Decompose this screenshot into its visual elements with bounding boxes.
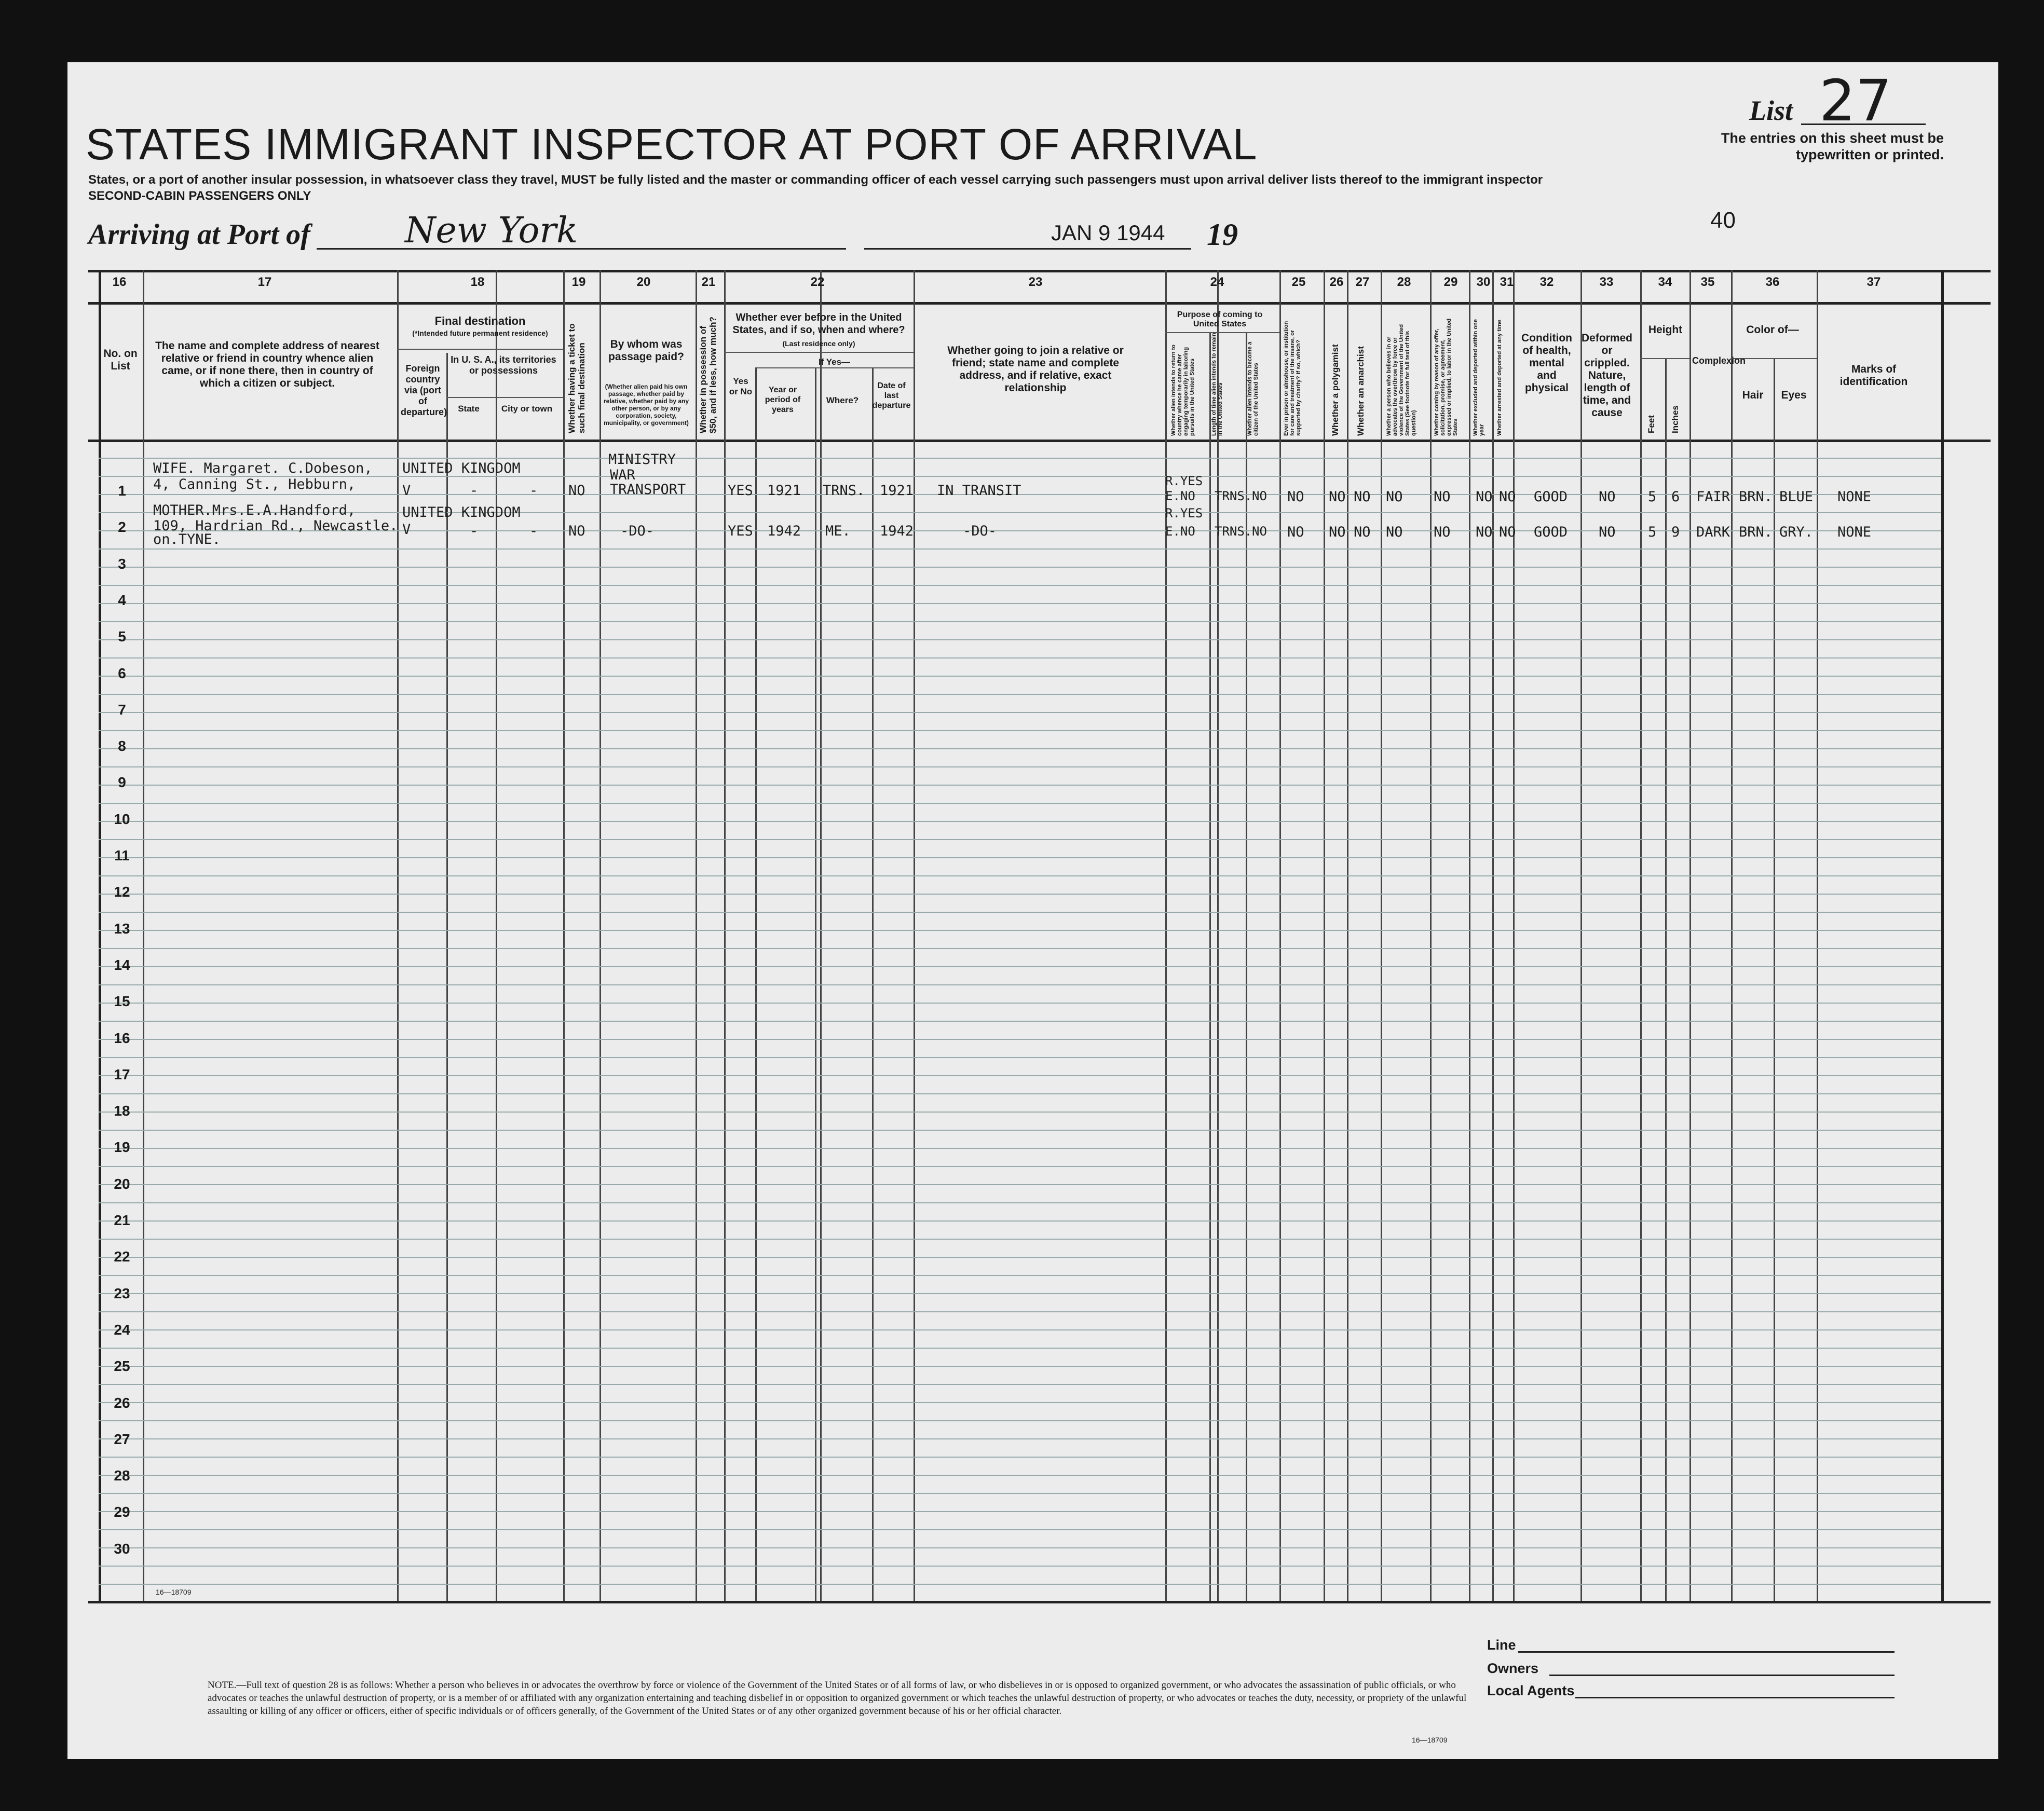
colnum-rule — [88, 302, 1991, 305]
ruling-line — [99, 912, 1941, 913]
entry2-where: ME. — [825, 523, 851, 539]
ruling-line — [99, 657, 1941, 658]
hdr-height: Height — [1648, 324, 1683, 336]
footer-line-label: Line — [1487, 1637, 1516, 1653]
entry2-polygamist: NO — [1329, 524, 1346, 540]
column-rule — [1279, 270, 1281, 1601]
entry2-prison: NO — [1287, 524, 1304, 540]
page-mark: 40 — [1710, 208, 1736, 233]
entry2-last-departure: 1942 — [880, 523, 914, 539]
ruling-line — [99, 712, 1941, 713]
ruling-line — [99, 748, 1941, 749]
hdr-coming-by-reason: Whether coming by reason of any offer, solicitation, promise, or agreement, expressed or implied, to labor in the United States — [1434, 318, 1459, 436]
entry2-relative-line1: MOTHER.Mrs.E.A.Handford, — [153, 502, 356, 518]
column-rule — [599, 270, 601, 1601]
hdr-yes-or-no: Yes or No — [729, 376, 753, 396]
class-line: SECOND-CABIN PASSENGERS ONLY — [88, 189, 311, 203]
ruling-line — [99, 548, 1941, 550]
hdr-no-on-list: No. on List — [103, 348, 138, 372]
ruling-line — [99, 803, 1941, 804]
colnum-37: 37 — [1866, 275, 1881, 289]
ruling-line — [99, 1148, 1941, 1149]
punch-hole — [37, 338, 61, 362]
hdr-date-last-departure: Date of last departure — [872, 381, 911, 410]
entry1-coming: NO — [1434, 489, 1451, 505]
ruling-line — [99, 676, 1941, 677]
ruling-line — [99, 1384, 1941, 1385]
ruling-line — [99, 1438, 1941, 1439]
footnote: NOTE.—Full text of question 28 is as follows: Whether a person who believes in or advocates the overthrow by force or violence of the Government of the United States or of all forms of law, or who disbelieves in or is opposed to organized government, or who advocates the assassination of public officials, or who advocates or teaches the unlawful destruction of property, or is a member of or affiliated with any organization entertaining and teaching disbelief in or opposition to organized government or which teaches the unlawful destruction of property, or who advocates or teaches the duty, necessity, or propriety of the unlawful assaulting or killing of any officer or officers, either of specific individuals or of officers generally, of the Government of the United States or of any other organized government because of his or her official character. — [208, 1680, 1467, 1717]
arriving-label: Arriving at Port of — [88, 218, 310, 251]
ruling-line — [99, 1166, 1941, 1167]
row-number: 23 — [114, 1285, 130, 1301]
entry1-passage-line1: MINISTRY — [608, 451, 676, 468]
ruling-line — [99, 512, 1941, 513]
hdr-ticket: Whether having a ticket to such final destination — [567, 323, 587, 433]
entry1-hair: BRN. — [1739, 489, 1773, 505]
ruling-line — [99, 1003, 1941, 1004]
hdr-color-of: Color of— — [1746, 324, 1799, 336]
sub-column-rule — [1774, 358, 1775, 1601]
row-number: 27 — [114, 1431, 130, 1447]
colnum-32: 32 — [1539, 275, 1554, 289]
hdr-purpose: Purpose of coming to United States — [1177, 310, 1263, 328]
entry2-joining: -DO- — [963, 523, 997, 539]
ruling-line — [99, 1239, 1941, 1240]
ruling-line — [99, 984, 1941, 985]
hdr-purpose-a: Whether alien intends to return to country whence he came after engaging temporarily in laboring pursuits in the United States — [1170, 344, 1195, 436]
entry2-state: - — [470, 523, 479, 539]
hdr-year-period: Year or period of years — [765, 386, 801, 414]
ruling-line — [99, 1457, 1941, 1458]
colnum-23: 23 — [1028, 275, 1043, 289]
entry1-passage-line2: WAR — [610, 467, 635, 483]
header-sub-rule — [1640, 358, 1689, 359]
entry1-purpose-c: NO — [1252, 489, 1267, 503]
entry1-arrested: NO — [1499, 489, 1516, 505]
hdr-nearest-relative: The name and complete address of nearest relative or friend in country whence alien came, or if none there, then in country of which a citizen or subject. — [155, 340, 379, 389]
form-code-bottom: 16—18709 — [156, 1588, 192, 1596]
entry1-purpose-a2: E.NO — [1165, 489, 1195, 503]
entry1-relative-line2: 4, Canning St., Hebburn, — [153, 476, 356, 492]
entry1-feet: 5 — [1648, 489, 1657, 505]
row-number: 30 — [114, 1540, 130, 1557]
hdr-hair: Hair — [1742, 389, 1764, 401]
paper — [67, 62, 1998, 1759]
entry2-purpose-b: TRNS. — [1215, 524, 1252, 539]
entry1-foreign-check: V — [402, 483, 411, 499]
ruling-line — [99, 1112, 1941, 1113]
entry2-purpose-a1: R.YES — [1165, 506, 1203, 520]
hdr-excluded: Whether excluded and deported within one year — [1473, 319, 1485, 436]
hdr-purpose-c: Whether alien intends to become a citizen of the United States — [1247, 341, 1259, 436]
entry2-arrested: NO — [1499, 524, 1516, 540]
form-code-note: 16—18709 — [1412, 1736, 1448, 1744]
ruling-line — [99, 458, 1941, 459]
hdr-in-usa: In U. S. A., its territories or possessions — [451, 354, 556, 376]
sub-column-rule — [1665, 358, 1667, 1601]
colnum-26: 26 — [1329, 275, 1344, 289]
hdr-ever-before: Whether ever before in the United States, and if so, when and where? — [732, 312, 905, 336]
column-rule — [143, 270, 144, 1601]
punch-hole — [37, 580, 61, 603]
punch-hole — [37, 1444, 61, 1467]
port-underline — [317, 248, 846, 250]
entry2-complexion: DARK — [1696, 524, 1730, 540]
entry2-hair: BRN. — [1739, 524, 1773, 540]
entry1-purpose-a1: R.YES — [1165, 474, 1203, 488]
ruling-line — [99, 1511, 1941, 1512]
row-number: 16 — [114, 1030, 130, 1046]
entry2-foreign-country: UNITED KINGDOM — [402, 504, 521, 520]
ruling-line — [99, 821, 1941, 822]
ruling-line — [99, 857, 1941, 858]
ruling-line — [99, 603, 1941, 604]
entry1-relative-line1: WIFE. Margaret. C.Dobeson, — [153, 460, 373, 476]
column-rule — [820, 270, 822, 1601]
year-prefix: 19 — [1207, 217, 1238, 252]
hdr-arrested: Whether arrested and deported at any time — [1496, 320, 1503, 436]
colnum-36: 36 — [1765, 275, 1780, 289]
hdr-state: State — [458, 404, 480, 414]
ruling-line — [99, 1584, 1941, 1585]
hdr-where: Where? — [826, 395, 859, 405]
date-underline — [864, 248, 1191, 250]
ruling-line — [99, 1475, 1941, 1476]
row-number: 24 — [114, 1321, 130, 1338]
entry1-marks: NONE — [1837, 489, 1872, 505]
entry2-city: - — [529, 523, 538, 539]
port-name: New York — [405, 210, 578, 251]
row-number: 12 — [114, 884, 130, 900]
sub-column-rule — [446, 353, 448, 1601]
ruling-line — [99, 1021, 1941, 1022]
column-rule — [914, 270, 915, 1601]
colnum-27: 27 — [1355, 275, 1370, 289]
column-rule — [563, 270, 565, 1601]
entry2-marks: NONE — [1837, 524, 1872, 540]
row-number: 1 — [118, 483, 126, 499]
column-rule — [1689, 270, 1691, 1601]
colnum-24: 24 — [1210, 275, 1224, 289]
entry1-joining: IN TRANSIT — [937, 483, 1021, 499]
entry1-overthrow: NO — [1386, 489, 1403, 505]
ruling-line — [99, 1420, 1941, 1421]
column-rule — [1731, 270, 1733, 1601]
hdr-foreign-country: Foreign country via (port of departure) — [401, 363, 447, 417]
form-title: STATES IMMIGRANT INSPECTOR AT PORT OF ARRIVAL — [86, 120, 1258, 169]
ruling-line — [99, 1039, 1941, 1040]
row-number: 22 — [114, 1249, 130, 1265]
ruling-line — [99, 839, 1941, 840]
hdr-purpose-b: Length of time alien intends to remain in the United States — [1211, 333, 1223, 436]
colnum-16: 16 — [112, 275, 127, 289]
hdr-complexion: Complexion — [1692, 355, 1746, 366]
row-number: 4 — [118, 592, 126, 608]
row-number: 13 — [114, 920, 130, 937]
entry1-year: 1921 — [767, 483, 801, 499]
ruling-line — [99, 1130, 1941, 1131]
punch-hole — [37, 1521, 61, 1545]
ruling-line — [99, 1402, 1941, 1403]
header-sub-rule — [446, 397, 563, 398]
column-rule — [1347, 270, 1348, 1601]
entry2-overthrow: NO — [1386, 524, 1403, 540]
colnum-20: 20 — [636, 275, 651, 289]
header-sub-rule — [397, 349, 563, 350]
ruling-line — [99, 1547, 1941, 1548]
column-rule — [397, 270, 399, 1601]
entry2-inches: 9 — [1671, 524, 1680, 540]
punch-hole — [37, 262, 61, 286]
ruling-line — [99, 1057, 1941, 1058]
column-rule — [1941, 270, 1944, 1601]
footer-agents-underline — [1575, 1697, 1895, 1698]
entry1-where: TRNS. — [823, 483, 865, 499]
column-rule — [1513, 270, 1515, 1601]
entry1-state: - — [470, 483, 479, 499]
hdr-joining-relative: Whether going to join a relative or friend; state name and complete address, and if relative, exact relationship — [947, 345, 1124, 394]
date-stamp: JAN 9 1944 — [1051, 221, 1165, 245]
ruling-line — [99, 875, 1941, 876]
entry1-city: - — [529, 483, 538, 499]
hdr-feet: Feet — [1646, 415, 1656, 433]
row-number: 14 — [114, 956, 130, 973]
ruling-line — [99, 694, 1941, 695]
hdr-ever-before-note: (Last residence only) — [782, 339, 855, 348]
ruling-line — [99, 585, 1941, 586]
ruling-line — [99, 1529, 1941, 1530]
ruling-line — [99, 948, 1941, 949]
row-number: 28 — [114, 1467, 130, 1484]
list-number: 27 — [1819, 67, 1892, 134]
entry1-prison: NO — [1287, 489, 1304, 505]
type-instruction: The entries on this sheet must be typewritten or printed. — [1721, 130, 1944, 162]
footer-owners-label: Owners — [1487, 1661, 1539, 1676]
ruling-line — [99, 1566, 1941, 1567]
entry2-eyes: GRY. — [1779, 524, 1814, 540]
hdr-final-destination: Final destination — [434, 314, 526, 327]
ruling-line — [99, 930, 1941, 931]
row-number: 17 — [114, 1066, 130, 1082]
column-rule — [1217, 270, 1219, 1601]
ruling-line — [99, 785, 1941, 786]
ruling-line — [99, 639, 1941, 640]
colnum-30: 30 — [1476, 275, 1491, 289]
entry1-inches: 6 — [1671, 489, 1680, 505]
row-number: 15 — [114, 993, 130, 1010]
entry2-purpose-c: NO — [1252, 524, 1267, 539]
punch-hole — [37, 658, 61, 682]
footer-line-underline — [1518, 1651, 1895, 1653]
colnum-25: 25 — [1291, 275, 1306, 289]
header-bottom-rule — [88, 440, 1991, 442]
entry2-feet: 5 — [1648, 524, 1657, 540]
row-number: 19 — [114, 1139, 130, 1156]
row-number: 29 — [114, 1504, 130, 1520]
ruling-line — [99, 1075, 1941, 1076]
column-rule — [1430, 270, 1432, 1601]
hdr-possession-50: Whether in possession of $50, and if less, how much? — [698, 317, 718, 433]
entry1-foreign-country: UNITED KINGDOM — [402, 460, 521, 476]
row-number: 18 — [114, 1103, 130, 1119]
ruling-line — [99, 1493, 1941, 1494]
colnum-21: 21 — [701, 275, 716, 289]
column-rule — [1640, 270, 1642, 1601]
entry2-ticket: NO — [568, 523, 585, 539]
ruling-line — [99, 1366, 1941, 1367]
hdr-prison: Ever in prison or almshouse, or institution for care and treatment of the insane, or supported by charity? If so, which? — [1283, 321, 1302, 436]
punch-hole — [37, 1127, 61, 1151]
column-rule — [724, 270, 726, 1601]
row-number: 21 — [114, 1212, 130, 1228]
entry2-year: 1942 — [767, 523, 801, 539]
footer-owners-underline — [1549, 1675, 1895, 1676]
footer-agents-label: Local Agents — [1487, 1683, 1575, 1698]
ruling-line — [99, 1293, 1941, 1294]
entry2-relative-line2: 109, Hardrian Rd., Newcastle. — [153, 518, 398, 534]
entry2-passage: -DO- — [620, 523, 655, 539]
ruling-line — [99, 894, 1941, 895]
hdr-anarchist: Whether an anarchist — [1356, 346, 1366, 436]
entry1-purpose-b: TRNS. — [1215, 489, 1252, 503]
entry1-ever-before: YES — [728, 483, 753, 499]
colnum-18: 18 — [470, 275, 485, 289]
entry1-eyes: BLUE — [1779, 489, 1814, 505]
ruling-line — [99, 1093, 1941, 1094]
row-number: 20 — [114, 1175, 130, 1192]
entry2-ever-before: YES — [728, 523, 753, 539]
hdr-passage-paid: By whom was passage paid? — [608, 338, 684, 363]
ruling-line — [99, 1348, 1941, 1349]
ruling-line — [99, 1275, 1941, 1276]
list-underline — [1801, 124, 1926, 125]
column-rule — [1469, 270, 1470, 1601]
entry1-last-departure: 1921 — [880, 483, 914, 499]
punch-hole — [37, 1204, 61, 1228]
row-number: 25 — [114, 1358, 130, 1375]
colnum-35: 35 — [1700, 275, 1715, 289]
table-top-rule — [88, 270, 1991, 272]
hdr-city: City or town — [501, 404, 553, 414]
hdr-final-destination-note: (*Intended future permanent residence) — [412, 329, 548, 337]
column-rule — [1324, 270, 1325, 1601]
entry1-passage-line3: TRANSPORT — [610, 482, 686, 498]
colnum-19: 19 — [571, 275, 586, 289]
row-number: 2 — [118, 519, 126, 536]
entry2-relative-line3: on.TYNE. — [153, 531, 221, 547]
ruling-line — [99, 1202, 1941, 1203]
header-sub-rule — [724, 352, 914, 353]
column-rule — [1165, 270, 1167, 1601]
colnum-17: 17 — [257, 275, 272, 289]
hdr-polygamist: Whether a polygamist — [1330, 344, 1340, 436]
table-bottom-rule — [88, 1601, 1991, 1603]
column-rule — [696, 270, 697, 1601]
ruling-line — [99, 1220, 1941, 1222]
hdr-if-yes: If Yes— — [818, 357, 851, 367]
entry2-foreign-check: V — [402, 522, 411, 538]
column-rule — [1580, 270, 1582, 1601]
row-number: 8 — [118, 738, 126, 754]
form-subtitle: States, or a port of another insular possession, in whatsoever class they travel, MUST be fully listed and the master or commanding officer of each vessel carrying such passengers must upon arrival deliver lists thereof to the immigrant inspector — [88, 173, 1543, 187]
hdr-inches: Inches — [1670, 405, 1680, 433]
row-number: 9 — [118, 774, 126, 791]
row-number: 6 — [118, 665, 126, 681]
entry2-excluded: NO — [1476, 524, 1493, 540]
entry1-polygamist: NO — [1329, 489, 1346, 505]
entry1-condition: GOOD — [1534, 489, 1568, 505]
entry1-ticket: NO — [568, 483, 585, 499]
ruling-line — [99, 766, 1941, 767]
ruling-line — [99, 1257, 1941, 1258]
colnum-29: 29 — [1443, 275, 1458, 289]
ruling-line — [99, 1329, 1941, 1330]
row-number: 11 — [114, 847, 130, 863]
hdr-passage-paid-note: (Whether alien paid his own passage, whether paid by relative, whether paid by any other person, or by any corporation, society, municipality, or government) — [603, 383, 689, 427]
entry2-purpose-a2: E.NO — [1165, 524, 1195, 539]
colnum-22: 22 — [810, 275, 825, 289]
row-number: 5 — [118, 628, 126, 645]
hdr-condition: Condition of health, mental and physical — [1521, 332, 1572, 394]
list-label: List — [1749, 95, 1793, 126]
entry1-complexion: FAIR — [1696, 489, 1730, 505]
ruling-line — [99, 621, 1941, 622]
row-number: 7 — [118, 701, 126, 718]
hdr-overthrow: Whether a person who believes in or advocates the overthrow by force or violence of the Government of the United States (See footnote for full text of this question) — [1386, 324, 1417, 436]
row-number: 10 — [114, 811, 130, 827]
colnum-28: 28 — [1397, 275, 1411, 289]
entry2-deformed: NO — [1599, 524, 1616, 540]
ruling-line — [99, 966, 1941, 967]
column-rule — [1381, 270, 1382, 1601]
colnum-33: 33 — [1599, 275, 1614, 289]
entry1-deformed: NO — [1599, 489, 1616, 505]
ruling-line — [99, 730, 1941, 731]
ruling-line — [99, 476, 1941, 477]
ruling-line — [99, 1311, 1941, 1312]
row-number: 26 — [114, 1394, 130, 1411]
hdr-eyes: Eyes — [1781, 389, 1807, 401]
entry2-coming: NO — [1434, 524, 1451, 540]
column-rule — [1492, 270, 1494, 1601]
entry1-anarchist: NO — [1354, 489, 1371, 505]
hdr-deformed: Deformed or crippled. Nature, length of time, and cause — [1581, 332, 1633, 419]
entry1-excluded: NO — [1476, 489, 1493, 505]
colnum-34: 34 — [1658, 275, 1672, 289]
entry2-condition: GOOD — [1534, 524, 1568, 540]
row-number: 3 — [118, 555, 126, 572]
colnum-31: 31 — [1500, 275, 1514, 289]
column-rule — [1817, 270, 1818, 1601]
entry2-anarchist: NO — [1354, 524, 1371, 540]
hdr-marks: Marks of identification — [1839, 363, 1908, 388]
ruling-line — [99, 567, 1941, 568]
ruling-line — [99, 1184, 1941, 1185]
